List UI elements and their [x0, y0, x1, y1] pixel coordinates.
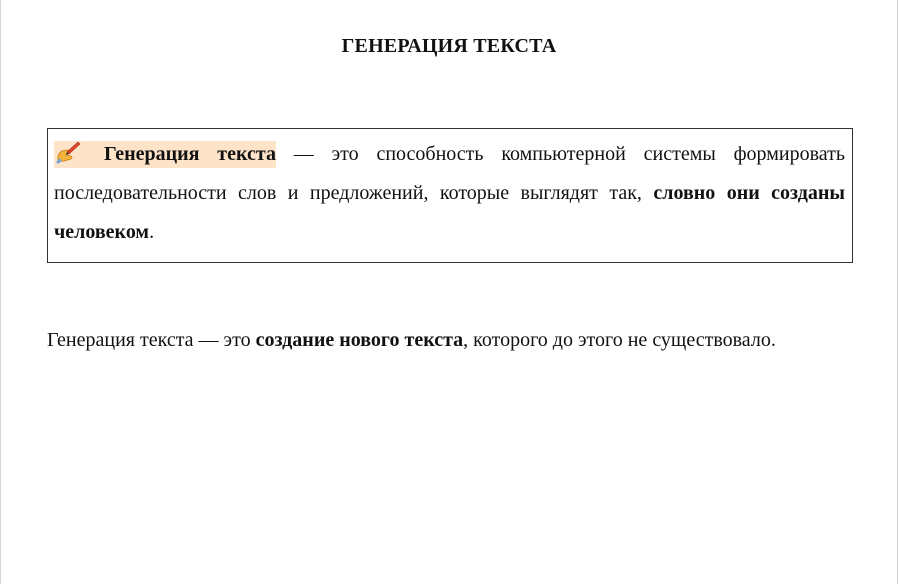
definition-text	[54, 135, 845, 252]
definition-emphasis: словно они созданы человеком	[54, 182, 845, 243]
definition-term-highlight	[54, 141, 276, 168]
paragraph-emphasis: создание нового текста	[255, 329, 464, 351]
definition-box	[47, 128, 853, 263]
definition-end: .	[149, 221, 155, 243]
body-paragraph	[47, 320, 853, 361]
paragraph-start: Генерация текста — это	[47, 329, 256, 351]
definition-dash: —	[275, 143, 332, 165]
definition-term: Генерация текста	[104, 143, 276, 165]
writing-hand-icon	[54, 140, 82, 164]
paragraph-end: , которого до этого не существовало.	[463, 329, 776, 351]
definition-body: это способность компьютерной системы формировать последовательности слов и предложений, которые выглядят так,	[54, 143, 846, 204]
page-title: ГЕНЕРАЦИЯ ТЕКСТА	[341, 35, 557, 57]
